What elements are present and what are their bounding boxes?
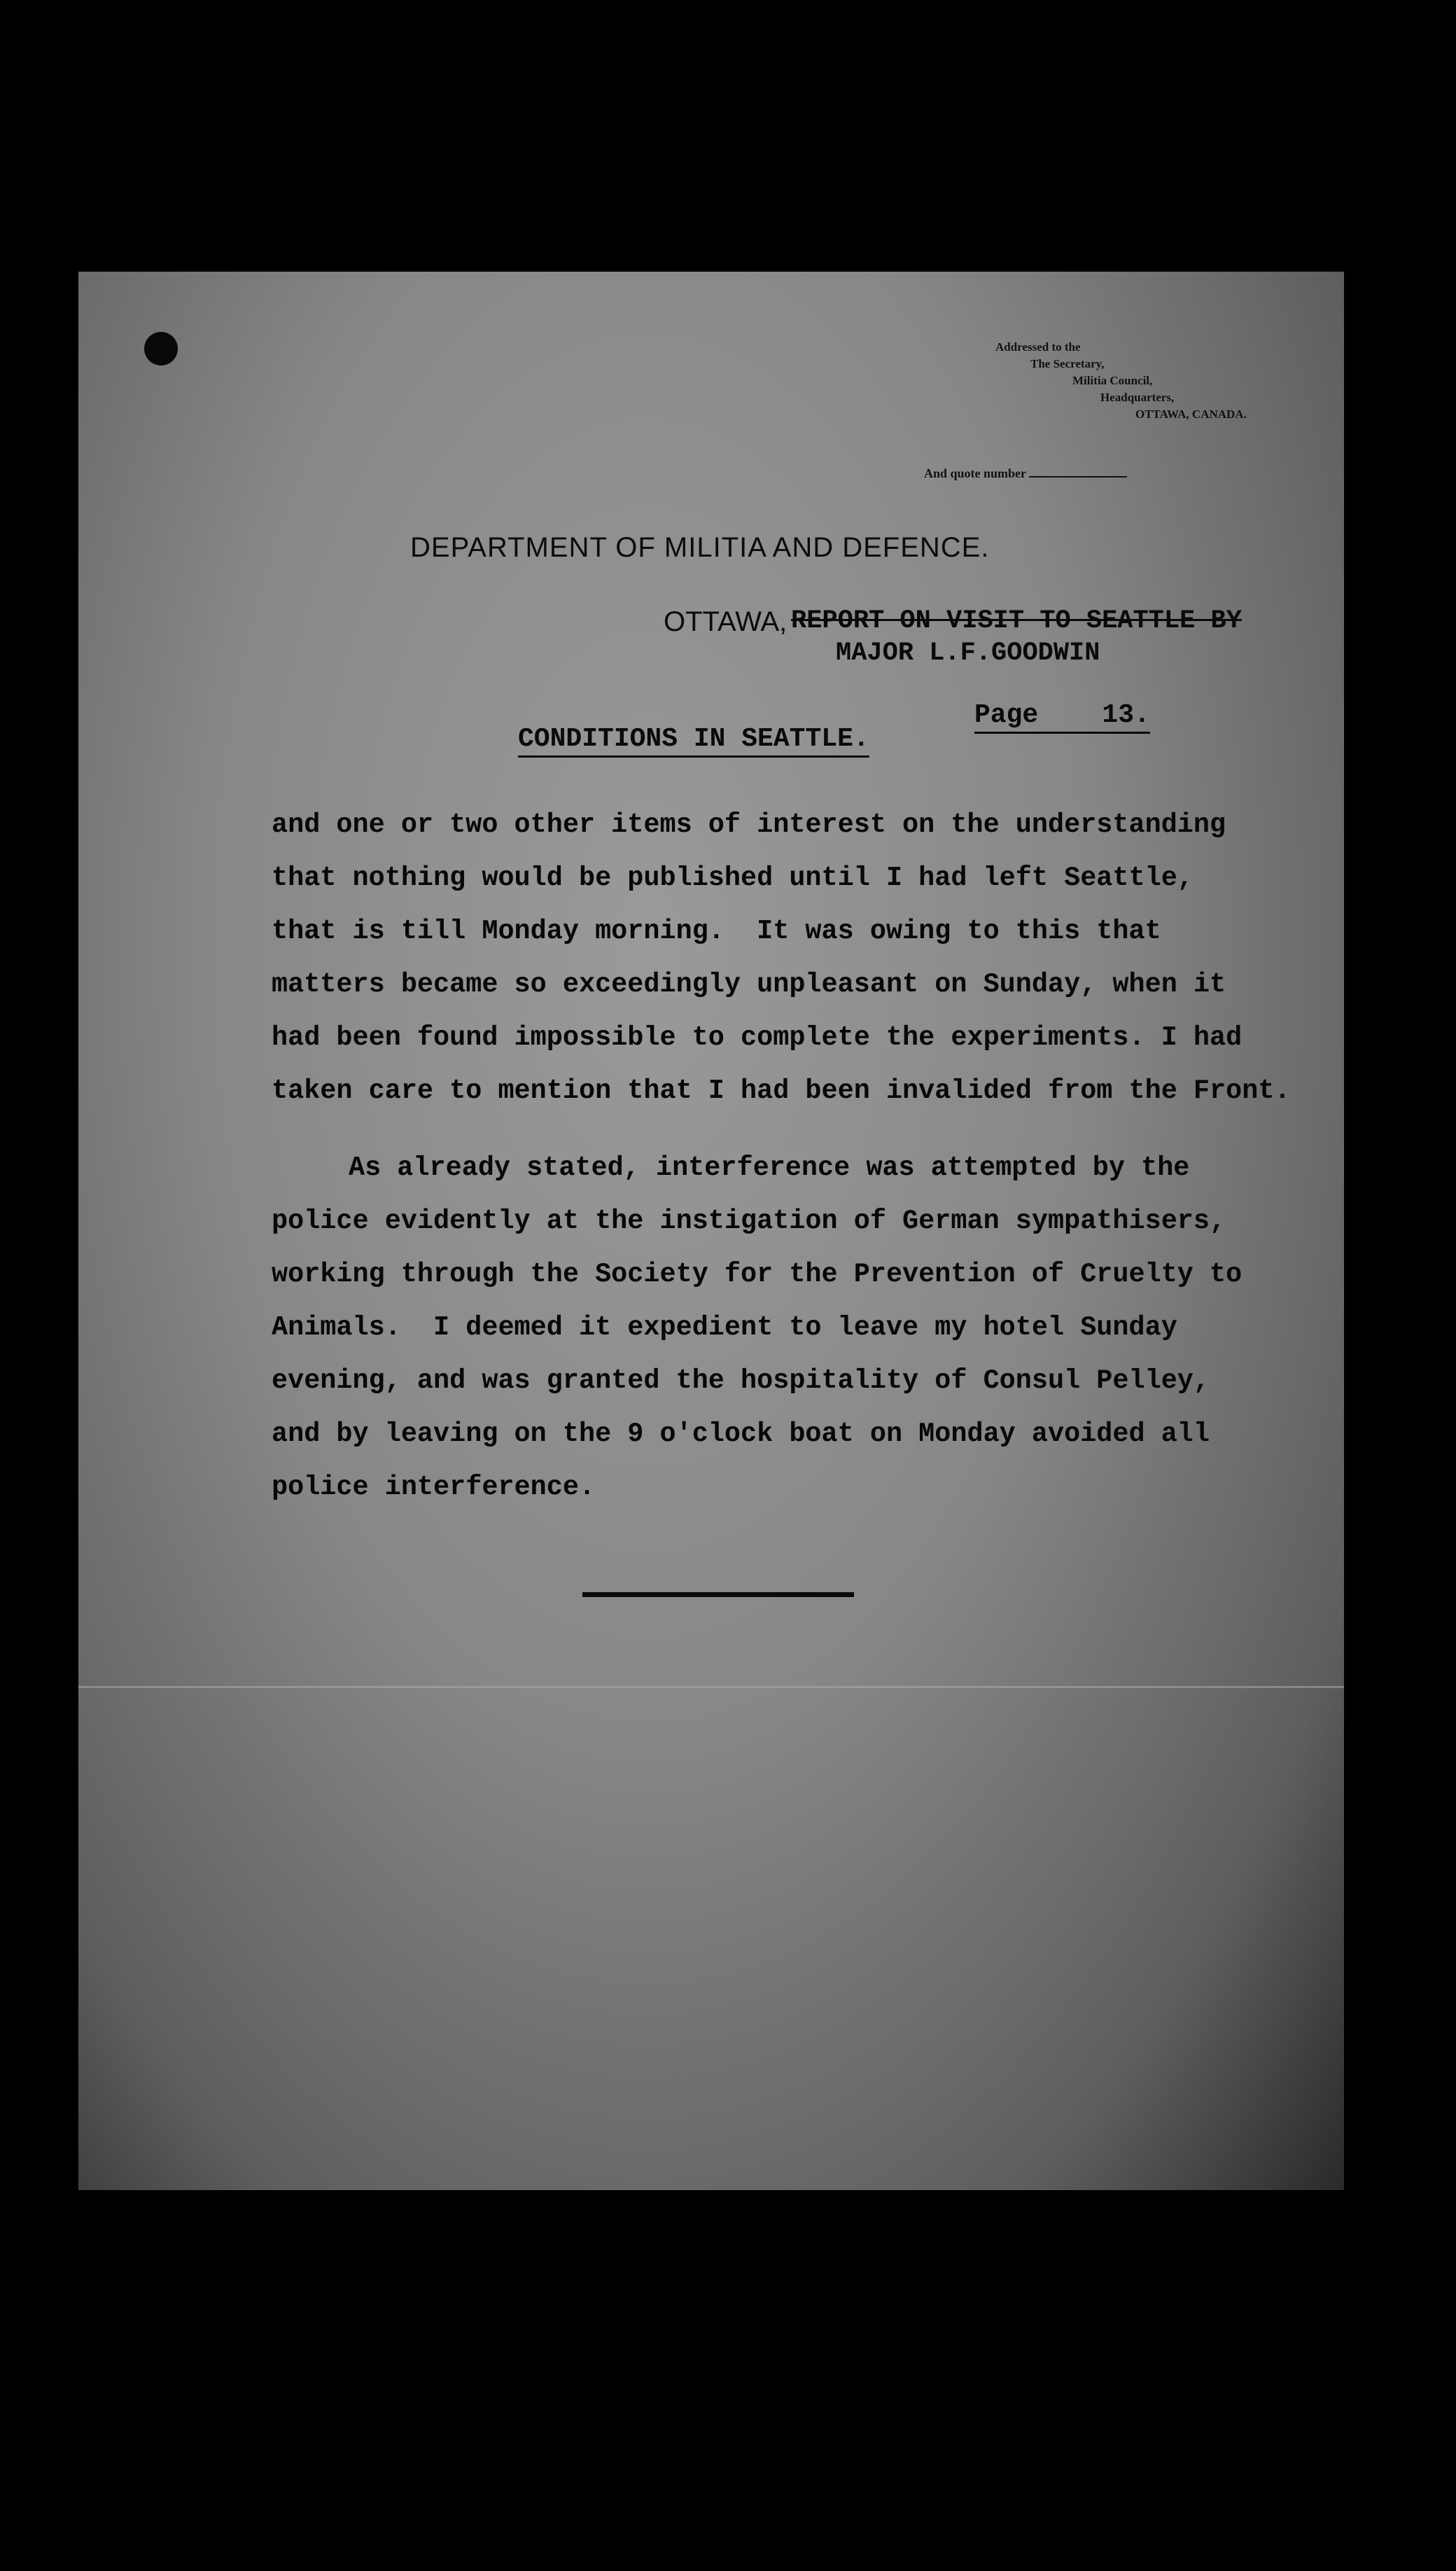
document-page [78,272,1344,2190]
paragraph-1-line: that is till Monday morning. It was owing to this that [272,916,1161,947]
end-rule [582,1592,854,1597]
report-title-line1: REPORT ON VISIT TO SEATTLE BY [791,606,1242,636]
paragraph-1-line: had been found impossible to complete the experiments. I had [272,1022,1242,1053]
paragraph-1-line: that nothing would be published until I had left Seattle, [272,863,1194,893]
address-line: The Secretary, [1030,357,1105,370]
paragraph-2-line: As already stated, interference was attempted by the [349,1152,1190,1183]
ottawa-label: OTTAWA, [664,606,788,637]
paragraph-2-line: Animals. I deemed it expedient to leave my hotel Sunday [272,1312,1177,1343]
address-line: Headquarters, [1100,391,1175,404]
address-block [995,339,1247,423]
report-title-line2: MAJOR L.F.GOODWIN [836,639,1100,668]
paragraph-1-line: matters became so exceedingly unpleasant on Sunday, when it [272,969,1226,1000]
department-heading: DEPARTMENT OF MILITIA AND DEFENCE. [410,532,990,563]
address-line: OTTAWA, CANADA. [1135,407,1247,421]
quote-number-label: And quote number [924,466,1026,480]
paragraph-2-line: police interference. [272,1472,596,1503]
page-fold-line [78,1686,1344,1688]
paragraph-gap [272,1117,1322,1141]
quote-number-blank [1029,476,1127,478]
section-heading: CONDITIONS IN SEATTLE. [518,724,869,758]
paragraph-2-line: police evidently at the instigation of German sympathisers, [272,1206,1226,1236]
punch-hole [144,332,178,365]
letter-body [272,798,1322,1514]
paragraph-2-line: evening, and was granted the hospitality of Consul Pelley, [272,1365,1210,1396]
paragraph-2-line: and by leaving on the 9 o'clock boat on Monday avoided all [272,1419,1210,1449]
page-number-label: Page 13. [974,700,1150,734]
paragraph-1-line: taken care to mention that I had been invalided from the Front. [272,1075,1291,1106]
address-line: Addressed to the [995,340,1081,354]
quote-number-field [924,466,1127,481]
paragraph-1-line: and one or two other items of interest on the understanding [272,809,1226,840]
paragraph-2-line: working through the Society for the Prevention of Cruelty to [272,1259,1242,1290]
address-line: Militia Council, [1072,374,1153,387]
